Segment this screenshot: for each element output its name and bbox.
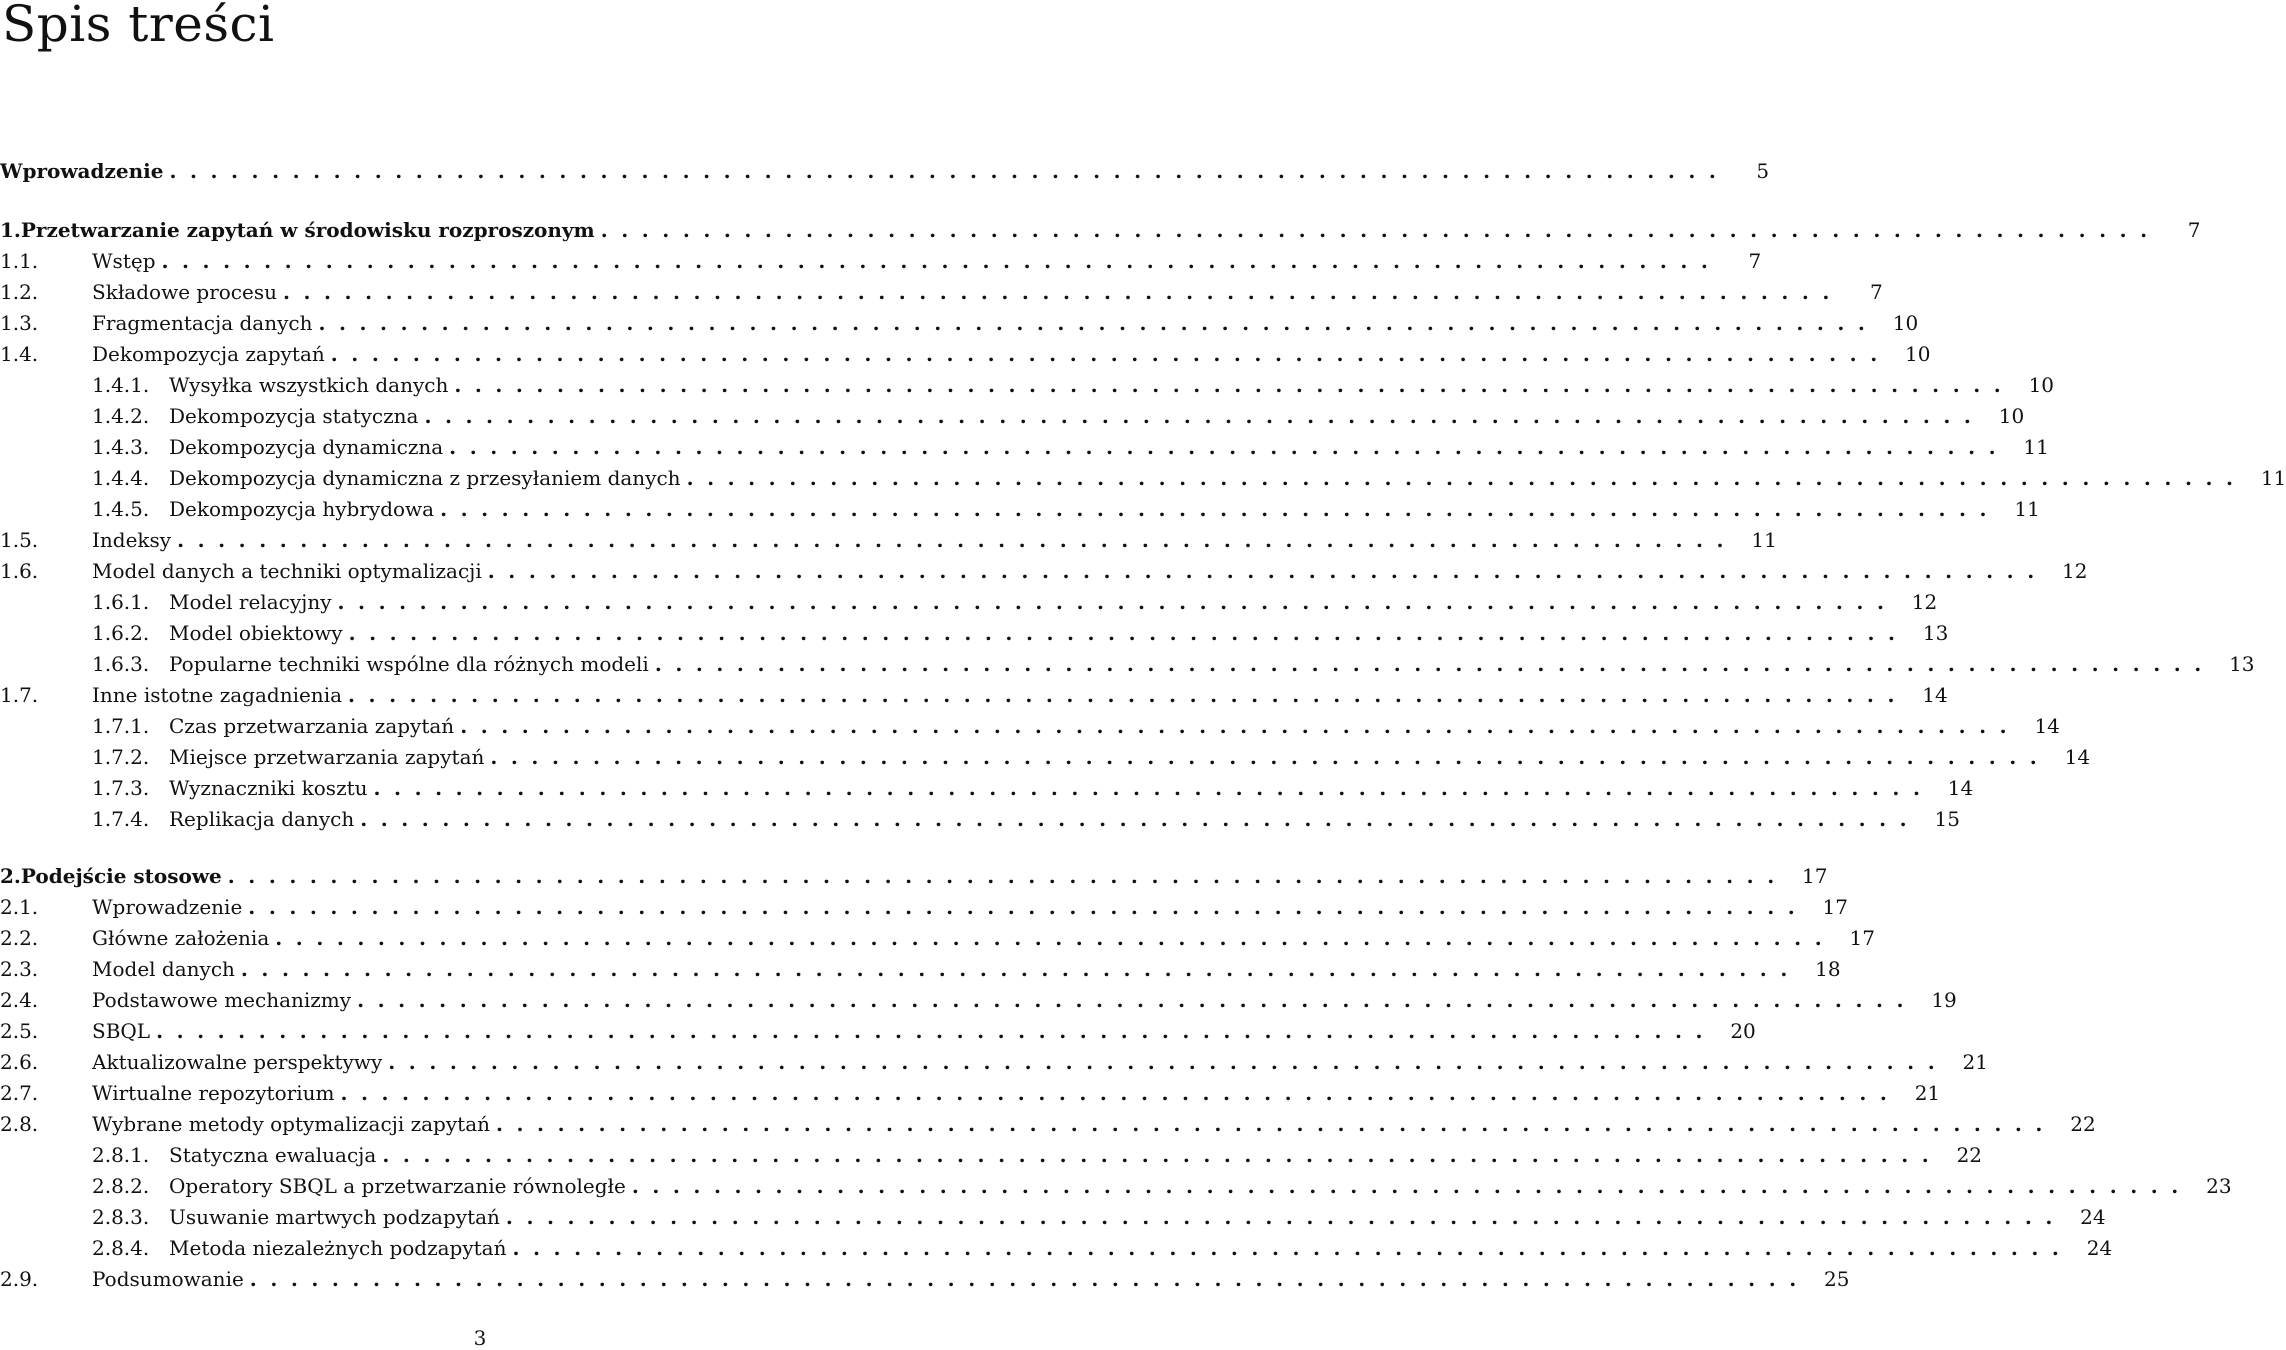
toc-entry-number: 2.8.1. <box>92 1143 150 1167</box>
toc-entry[interactable] <box>0 339 1931 369</box>
toc-entry-title: Podstawowe mechanizmy <box>92 988 352 1012</box>
toc-entry-title: Dekompozycja zapytań <box>92 342 325 366</box>
toc-entry-page: 13 <box>1922 621 1949 645</box>
toc-entry[interactable] <box>0 649 2255 679</box>
toc-entry[interactable] <box>0 711 2060 741</box>
toc-entry-title: Inne istotne zagadnienia <box>92 683 343 707</box>
toc-entry-title: Wysyłka wszystkich danych <box>169 373 449 397</box>
toc-entry-number: 1.6.3. <box>92 652 150 676</box>
toc-entry-page: 7 <box>2187 218 2201 242</box>
toc-entry-page: 22 <box>1956 1143 1983 1167</box>
toc-dot-leader <box>424 401 1974 431</box>
toc-dot-leader <box>169 156 1719 186</box>
toc-dot-leader <box>318 308 1868 338</box>
toc-entry-page: 11 <box>2014 497 2040 521</box>
toc-entry-number: 1.6.2. <box>92 621 150 645</box>
toc-entry-number: 1.7.2. <box>92 745 150 769</box>
toc-entry-number: 1.7.1. <box>92 714 150 738</box>
toc-dot-leader <box>250 1264 1800 1294</box>
toc-dot-leader <box>506 1202 2056 1232</box>
toc-entry[interactable] <box>0 1109 2096 1139</box>
toc-entry-page: 14 <box>2064 745 2091 769</box>
toc-dot-leader <box>490 742 2040 772</box>
toc-entry-page: 10 <box>2028 373 2055 397</box>
toc-dot-leader <box>283 277 1833 307</box>
toc-dot-leader <box>449 432 1999 462</box>
toc-entry-title: Fragmentacja danych <box>92 311 313 335</box>
toc-dot-leader <box>513 1233 2063 1263</box>
toc-entry-page: 11 <box>1751 528 1777 552</box>
toc-entry-number: 2.5. <box>0 1019 39 1043</box>
toc-entry[interactable] <box>0 308 1919 338</box>
toc-entry-title: Operatory SBQL a przetwarzanie równoległe <box>169 1174 626 1198</box>
toc-entry-number: 1. <box>0 218 21 242</box>
toc-entry-number: 1.7.3. <box>92 776 150 800</box>
toc-entry[interactable] <box>0 742 2091 772</box>
toc-entry-page: 24 <box>2080 1205 2106 1229</box>
toc-entry-title: Wstęp <box>92 249 156 273</box>
toc-entry-page: 12 <box>2062 559 2088 583</box>
toc-entry-page: 18 <box>1815 957 1841 981</box>
toc-entry[interactable] <box>0 246 1762 276</box>
toc-entry-number: 1.3. <box>0 311 39 335</box>
toc-dot-leader <box>374 773 1924 803</box>
toc-entry[interactable] <box>0 680 1948 710</box>
toc-dot-leader <box>228 861 1778 891</box>
toc-entry-title: Statyczna ewaluacja <box>169 1143 377 1167</box>
toc-dot-leader <box>360 804 1910 834</box>
toc-entry-title: Dekompozycja dynamiczna <box>169 435 444 459</box>
toc-entry[interactable] <box>0 156 1770 186</box>
toc-entry-page: 13 <box>2229 652 2255 676</box>
toc-entry[interactable] <box>0 618 1949 648</box>
toc-entry-page: 22 <box>2070 1112 2096 1136</box>
toc-entry-page: 14 <box>1947 776 1974 800</box>
toc-entry-number: 2.6. <box>0 1050 39 1074</box>
toc-entry[interactable] <box>0 1171 2232 1201</box>
toc-entry-title: Wybrane metody optymalizacji zapytań <box>92 1112 490 1136</box>
toc-entry[interactable] <box>0 1233 2113 1263</box>
toc-entry-page: 11 <box>2023 435 2049 459</box>
toc-entry-title: Usuwanie martwych podzapytań <box>169 1205 500 1229</box>
toc-entry[interactable] <box>0 277 1883 307</box>
toc-entry-title: Indeksy <box>92 528 172 552</box>
toc-dot-leader <box>632 1171 2182 1201</box>
toc-entry-number: 2.4. <box>0 988 39 1012</box>
toc-entry[interactable] <box>0 954 1841 984</box>
toc-entry-title: Główne założenia <box>92 926 270 950</box>
toc-entry-title: Metoda niezależnych podzapytań <box>169 1236 507 1260</box>
toc-entry[interactable] <box>0 804 1960 834</box>
toc-dot-leader <box>488 556 2038 586</box>
toc-entry-page: 23 <box>2206 1174 2232 1198</box>
toc-dot-leader <box>248 892 1798 922</box>
toc-entry-page: 7 <box>1748 249 1762 273</box>
toc-entry[interactable] <box>0 773 1974 803</box>
toc-entry-page: 21 <box>1914 1081 1941 1105</box>
toc-entry-page: 7 <box>1869 280 1883 304</box>
toc-entry-title: Dekompozycja hybrydowa <box>169 497 435 521</box>
toc-entry-page: 10 <box>1998 404 2025 428</box>
toc-entry-page: 17 <box>1849 926 1875 950</box>
toc-entry-number: 1.2. <box>0 280 39 304</box>
toc-entry-number: 2.8.3. <box>92 1205 150 1229</box>
toc-entry-title: Wirtualne repozytorium <box>92 1081 335 1105</box>
toc-entry-title: Miejsce przetwarzania zapytań <box>169 745 485 769</box>
toc-entry[interactable] <box>0 923 1875 953</box>
toc-entry-page: 17 <box>1822 895 1848 919</box>
toc-entry[interactable] <box>0 861 1828 891</box>
toc-dot-leader <box>241 954 1791 984</box>
toc-dot-leader <box>331 339 1881 369</box>
toc-dot-leader <box>460 711 2010 741</box>
toc-dot-leader <box>156 1016 1706 1046</box>
toc-dot-leader <box>687 463 2237 493</box>
toc-entry-page: 17 <box>1802 864 1828 888</box>
toc-entry[interactable] <box>0 215 2201 245</box>
toc-entry-page: 24 <box>2086 1236 2113 1260</box>
toc-dot-leader <box>177 525 1727 555</box>
toc-dot-leader <box>338 587 1888 617</box>
toc-entry[interactable] <box>0 985 1957 1015</box>
toc-entry-title: SBQL <box>92 1019 151 1043</box>
toc-entry-title: Aktualizowalne perspektywy <box>92 1050 383 1074</box>
toc-dot-leader <box>655 649 2205 679</box>
toc-entry[interactable] <box>0 587 1938 617</box>
toc-entry[interactable] <box>0 525 1777 555</box>
toc-entry-page: 15 <box>1934 807 1960 831</box>
toc-entry-page: 12 <box>1911 590 1938 614</box>
toc-entry-page: 5 <box>1756 159 1770 183</box>
toc-entry-title: Przetwarzanie zapytań w środowisku rozproszonym <box>20 218 595 242</box>
toc-entry[interactable] <box>0 1140 1983 1170</box>
toc-entry-title: Model obiektowy <box>169 621 343 645</box>
toc-entry-page: 10 <box>1892 311 1919 335</box>
toc-entry-title: Wprowadzenie <box>92 895 243 919</box>
toc-entry-number: 1.4. <box>0 342 39 366</box>
toc-entry-number: 1.4.2. <box>92 404 150 428</box>
toc-entry-title: Wyznaczniki kosztu <box>169 776 368 800</box>
toc-entry[interactable] <box>0 494 2040 524</box>
toc-entry-title: Wprowadzenie <box>0 159 164 183</box>
page-number: 3 <box>473 1326 487 1350</box>
toc-dot-leader <box>340 1078 1890 1108</box>
toc-entry-page: 21 <box>1962 1050 1988 1074</box>
toc-dot-leader <box>388 1047 1938 1077</box>
toc-entry-title: Model danych a techniki optymalizacji <box>92 559 482 583</box>
toc-entry-number: 1.6. <box>0 559 39 583</box>
toc-entry[interactable] <box>0 1016 1756 1046</box>
toc-entry-title: Podsumowanie <box>92 1267 244 1291</box>
toc-entry-page: 14 <box>1922 683 1948 707</box>
toc-entry-title: Dekompozycja statyczna <box>169 404 419 428</box>
toc-entry-number: 1.5. <box>0 528 39 552</box>
toc-dot-leader <box>601 215 2151 245</box>
toc-entry-title: Czas przetwarzania zapytań <box>169 714 455 738</box>
toc-entry-page: 19 <box>1931 988 1957 1012</box>
toc-entry[interactable] <box>0 556 2088 586</box>
toc-entry-number: 2.3. <box>0 957 39 981</box>
toc-entry-title: Składowe procesu <box>92 280 277 304</box>
toc-entry-number: 2.9. <box>0 1267 39 1291</box>
toc-entry-number: 1.4.1. <box>92 373 150 397</box>
toc-entry-number: 1.7. <box>0 683 39 707</box>
page-title: Spis treści <box>2 0 275 53</box>
toc-entry-number: 1.6.1. <box>92 590 150 614</box>
toc-dot-leader <box>496 1109 2046 1139</box>
toc-entry-number: 2.8.2. <box>92 1174 150 1198</box>
toc-entry-title: Popularne techniki wspólne dla różnych modeli <box>169 652 649 676</box>
toc-entry-number: 2.7. <box>0 1081 39 1105</box>
toc-entry[interactable] <box>0 401 2025 431</box>
toc-dot-leader <box>454 370 2004 400</box>
toc-dot-leader <box>357 985 1907 1015</box>
toc-entry[interactable] <box>0 370 2055 400</box>
toc-entry[interactable] <box>0 1264 1850 1294</box>
toc-entry-number: 2.1. <box>0 895 39 919</box>
toc-entry[interactable] <box>0 892 1848 922</box>
toc-dot-leader <box>162 246 1712 276</box>
toc-entry-title: Dekompozycja dynamiczna z przesyłaniem danych <box>169 466 681 490</box>
toc-entry-page: 14 <box>2034 714 2060 738</box>
toc-entry[interactable] <box>0 1047 1988 1077</box>
toc-entry[interactable] <box>0 432 2049 462</box>
toc-dot-leader <box>382 1140 1932 1170</box>
toc-entry-number: 2.2. <box>0 926 39 950</box>
toc-entry-number: 1.7.4. <box>92 807 150 831</box>
toc-entry-number: 2. <box>0 864 21 888</box>
toc-entry-title: Model relacyjny <box>169 590 332 614</box>
toc-entry-number: 1.1. <box>0 249 39 273</box>
toc-entry-title: Podejście stosowe <box>20 864 222 888</box>
toc-entry-number: 1.4.3. <box>92 435 150 459</box>
toc-entry-number: 2.8.4. <box>92 1236 150 1260</box>
toc-entry-number: 1.4.4. <box>92 466 150 490</box>
toc-entry[interactable] <box>0 463 2286 493</box>
toc-dot-leader <box>348 680 1898 710</box>
toc-entry-page: 11 <box>2260 466 2286 490</box>
toc-entry-page: 20 <box>1730 1019 1756 1043</box>
toc-entry-title: Model danych <box>92 957 235 981</box>
toc-entry-page: 10 <box>1905 342 1931 366</box>
toc-entry-title: Replikacja danych <box>169 807 355 831</box>
toc-dot-leader <box>349 618 1899 648</box>
toc-entry-number: 1.4.5. <box>92 497 150 521</box>
toc-dot-leader <box>440 494 1990 524</box>
toc-entry-number: 2.8. <box>0 1112 39 1136</box>
toc-entry[interactable] <box>0 1078 1941 1108</box>
toc-entry-page: 25 <box>1824 1267 1850 1291</box>
toc-entry[interactable] <box>0 1202 2106 1232</box>
toc-dot-leader <box>275 923 1825 953</box>
